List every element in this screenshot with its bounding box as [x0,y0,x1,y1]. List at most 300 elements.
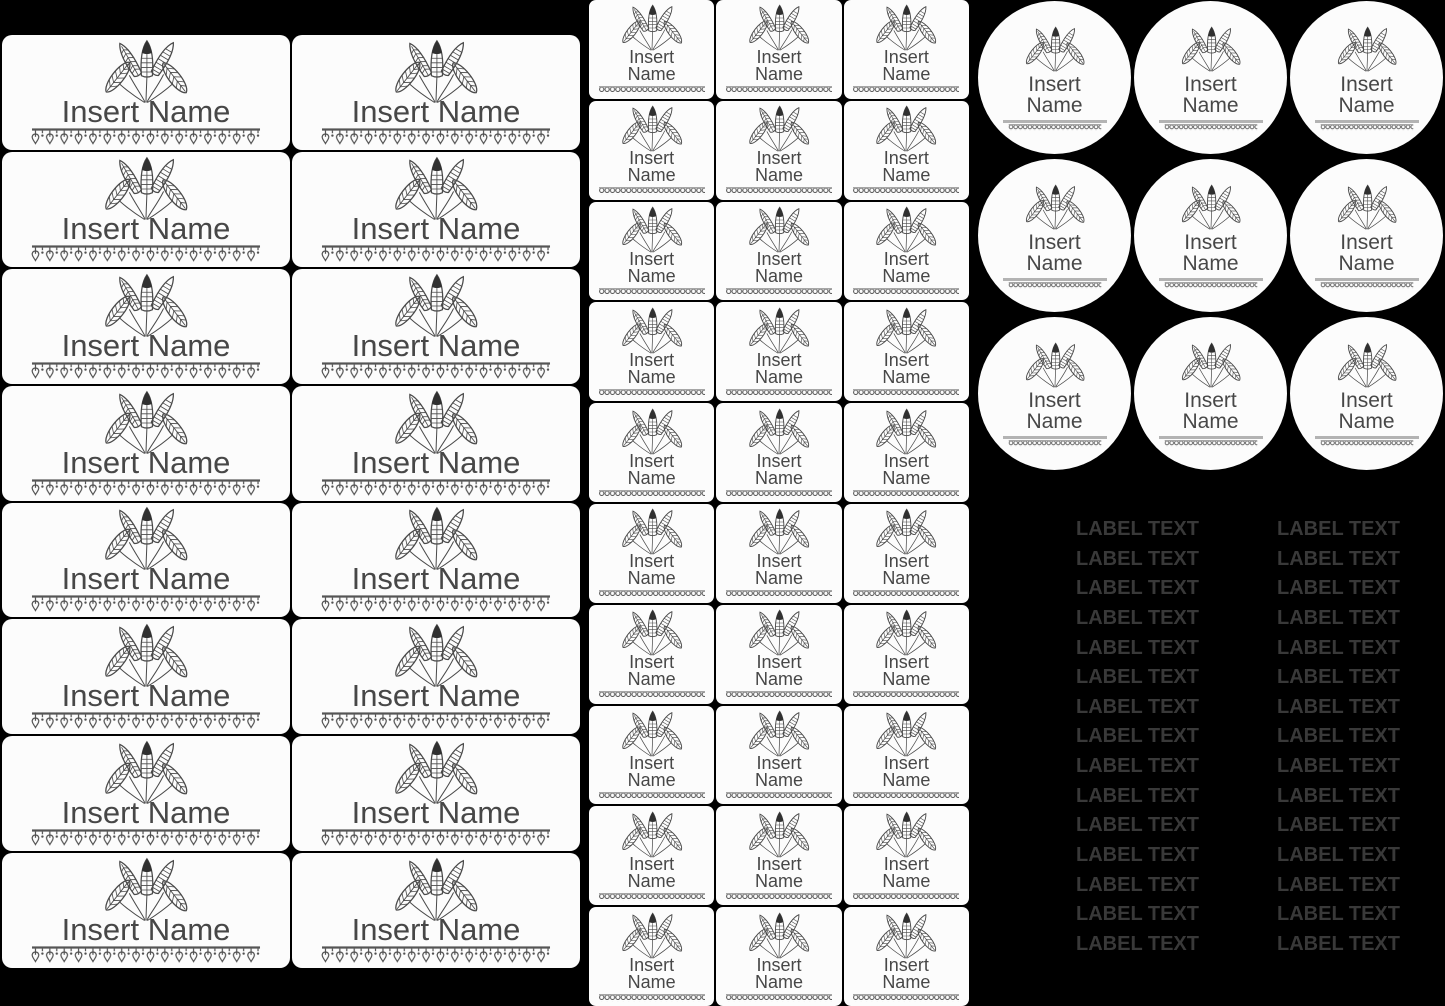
insert-name-line2: Name [627,769,676,790]
label-text-placeholder[interactable]: LABEL TEXT [1076,725,1199,748]
feathers-illustration [741,710,817,758]
feathers-illustration [868,307,944,355]
insert-name-line2: Name [1182,94,1239,117]
insert-name-line2: Name [1026,410,1083,433]
feathers-illustration [741,912,817,960]
label-text-placeholder[interactable]: LABEL TEXT [1277,932,1400,955]
feathers-illustration [614,609,690,657]
insert-name-placeholder[interactable] [1026,232,1082,274]
name-label-circle[interactable] [978,317,1131,470]
divider-rule [1003,278,1107,281]
insert-name-placeholder[interactable] [754,853,803,891]
chain-trim-border [726,288,832,296]
insert-name-line2: Name [754,467,803,488]
name-label-small[interactable] [589,504,714,603]
name-label-large[interactable] [292,503,580,618]
feathers-illustration [614,4,690,52]
chain-trim-border [1315,124,1419,131]
insert-name-line1: Insert [1184,389,1237,412]
name-label-small[interactable] [844,0,969,99]
name-label-small[interactable] [716,403,841,502]
name-label-small[interactable] [844,605,969,704]
hearts-trim-border [31,829,261,849]
insert-name-line1: Insert [883,148,929,169]
feathers-illustration [868,4,944,52]
insert-name-line2: Name [627,568,676,589]
insert-name-line1: Insert [1340,231,1393,254]
insert-name-placeholder[interactable] [1338,232,1394,274]
label-text-placeholder[interactable]: LABEL TEXT [1076,695,1199,718]
name-label-circle[interactable] [978,159,1131,312]
hearts-trim-border [31,362,261,382]
insert-name-line1: Insert [756,752,802,773]
insert-name-line1: Insert [1340,73,1393,96]
chain-trim-border [853,590,959,598]
feathers-illustration [868,710,944,758]
hearts-trim-border [31,128,261,148]
name-label-small[interactable] [716,907,841,1006]
insert-name-line1: Insert [1028,231,1081,254]
name-label-small[interactable] [716,101,841,200]
insert-name-line2: Name [627,467,676,488]
insert-name-line2: Name [627,366,676,387]
chain-trim-border [599,691,705,699]
divider-rule [1159,278,1263,281]
feathers-illustration [614,206,690,254]
chain-trim-border [1315,282,1419,289]
label-text-placeholder[interactable]: LABEL TEXT [1076,784,1199,807]
chain-trim-border [1315,440,1419,447]
insert-name-line2: Name [882,467,931,488]
name-label-circle[interactable] [978,1,1131,154]
label-text-placeholder[interactable]: LABEL TEXT [1277,666,1400,689]
name-label-large[interactable] [2,503,290,618]
insert-name-line2: Name [1338,410,1395,433]
name-label-large[interactable] [292,386,580,501]
name-label-small[interactable] [589,302,714,401]
insert-name-line1: Insert [883,853,929,874]
insert-name-placeholder[interactable] [882,349,931,387]
name-label-circle[interactable] [1290,1,1443,154]
insert-name-line2: Name [627,64,676,85]
insert-name-line1: Insert [756,47,802,68]
insert-name-placeholder[interactable] [882,853,931,891]
label-text-placeholder[interactable]: LABEL TEXT [1076,814,1199,837]
feathers-illustration [868,508,944,556]
insert-name-line2: Name [754,265,803,286]
name-label-small[interactable] [844,806,969,905]
name-label-small[interactable] [589,806,714,905]
insert-name-placeholder[interactable] [882,150,930,184]
insert-name-placeholder[interactable] [754,954,803,992]
insert-name-line1: Insert [756,954,802,975]
insert-name-placeholder[interactable] [627,450,676,488]
insert-name-line2: Name [882,669,931,690]
name-label-circle[interactable] [1134,159,1287,312]
insert-name-line2: Name [1338,94,1395,117]
hearts-trim-border [321,362,551,382]
chain-trim-border [599,187,705,195]
insert-name-placeholder[interactable] [882,248,931,286]
feathers-illustration [741,4,817,52]
insert-name-placeholder[interactable]: Insert Name [351,678,521,714]
name-label-small[interactable] [844,302,969,401]
insert-name-placeholder[interactable]: Insert Name [61,912,231,948]
insert-name-line1: Insert [629,47,675,68]
insert-name-line2: Name [627,971,676,992]
insert-name-line1: Insert [1028,389,1081,412]
insert-name-placeholder[interactable] [754,450,803,488]
insert-name-placeholder[interactable] [627,853,676,891]
insert-name-line1: Insert [883,47,929,68]
name-label-small[interactable] [844,706,969,805]
insert-name-placeholder[interactable]: Insert Name [61,444,231,480]
insert-name-line1: Insert [629,148,675,169]
insert-name-placeholder[interactable]: Insert Name [351,327,521,363]
insert-name-line2: Name [882,971,931,992]
name-label-small[interactable] [844,202,969,301]
insert-name-line2: Name [627,669,676,690]
insert-name-line2: Name [754,971,803,992]
chain-trim-border [853,893,959,901]
insert-name-line1: Insert [629,349,675,370]
chain-trim-border [853,288,959,296]
insert-name-placeholder[interactable]: Insert Name [61,795,231,831]
chain-trim-border [853,389,959,397]
label-text-placeholder[interactable]: LABEL TEXT [1076,577,1199,600]
chain-trim-border [599,792,705,800]
insert-name-line1: Insert [756,652,802,673]
insert-name-placeholder[interactable] [882,752,931,790]
label-text-placeholder[interactable]: LABEL TEXT [1076,636,1199,659]
chain-trim-border [599,86,705,94]
insert-name-placeholder[interactable] [627,349,676,387]
hearts-trim-border [31,946,261,966]
name-label-large[interactable] [2,736,290,851]
insert-name-line2: Name [754,165,803,186]
label-text-placeholder[interactable]: LABEL TEXT [1076,844,1199,867]
divider-rule [1315,120,1419,123]
feathers-illustration [1018,26,1092,73]
name-label-large[interactable] [292,619,580,734]
name-label-large[interactable] [2,386,290,501]
insert-name-line1: Insert [883,652,929,673]
label-text-placeholder[interactable]: LABEL TEXT [1076,755,1199,778]
insert-name-line2: Name [1182,252,1239,275]
insert-name-line1: Insert [756,248,802,269]
insert-name-placeholder[interactable] [882,654,930,688]
insert-name-placeholder[interactable] [1026,390,1082,432]
insert-name-line1: Insert [629,752,675,773]
insert-name-line1: Insert [629,248,675,269]
feathers-illustration [741,307,817,355]
name-label-small[interactable] [716,806,841,905]
hearts-trim-border [31,479,261,499]
name-label-large[interactable] [2,152,290,267]
label-text-placeholder[interactable]: LABEL TEXT [1076,873,1199,896]
hearts-trim-border [31,595,261,615]
insert-name-line1: Insert [1028,73,1081,96]
insert-name-line1: Insert [1184,73,1237,96]
chain-trim-border [726,187,832,195]
hearts-trim-border [321,128,551,148]
label-text-placeholder[interactable]: LABEL TEXT [1277,784,1400,807]
name-label-small[interactable] [589,202,714,301]
insert-name-placeholder[interactable] [1026,74,1082,116]
insert-name-placeholder[interactable] [627,752,676,790]
feathers-illustration [1330,184,1404,231]
insert-name-placeholder[interactable]: Insert Name [61,210,231,246]
insert-name-placeholder[interactable]: Insert Name [61,327,231,363]
chain-trim-border [599,288,705,296]
feathers-illustration [741,811,817,859]
insert-name-placeholder[interactable] [628,553,676,587]
insert-name-line1: Insert [629,954,675,975]
insert-name-line1: Insert [756,148,802,169]
insert-name-line2: Name [627,265,676,286]
insert-name-placeholder[interactable]: Insert Name [351,795,521,831]
feathers-illustration [741,206,817,254]
name-label-circle[interactable] [1290,317,1443,470]
feathers-illustration [1330,342,1404,389]
insert-name-placeholder[interactable]: Insert Name [351,93,521,129]
insert-name-placeholder[interactable] [1338,74,1394,116]
chain-trim-border [1159,124,1263,131]
hearts-trim-border [31,245,261,265]
circle-labels-sheet [978,1,1443,470]
name-label-small[interactable] [716,706,841,805]
chain-trim-border [599,893,705,901]
name-label-large[interactable] [2,853,290,968]
name-label-large[interactable] [2,269,290,384]
chain-trim-border [726,590,832,598]
chain-trim-border [599,389,705,397]
insert-name-line1: Insert [1184,231,1237,254]
feathers-illustration [1174,26,1248,73]
name-label-small[interactable] [844,504,969,603]
name-label-circle[interactable] [1134,1,1287,154]
label-text-placeholder[interactable]: LABEL TEXT [1277,636,1400,659]
insert-name-line2: Name [754,669,803,690]
label-text-placeholder[interactable]: LABEL TEXT [1277,873,1400,896]
insert-name-placeholder[interactable] [1182,232,1238,274]
insert-name-placeholder[interactable] [627,248,676,286]
insert-name-line2: Name [754,568,803,589]
insert-name-line2: Name [1338,252,1395,275]
name-label-small[interactable] [716,605,841,704]
name-label-small[interactable] [716,504,841,603]
feathers-illustration [614,710,690,758]
insert-name-line1: Insert [883,450,929,471]
feathers-illustration [868,105,944,153]
insert-name-line1: Insert [883,752,929,773]
label-text-placeholder[interactable]: LABEL TEXT [1076,547,1199,570]
name-label-circle[interactable] [1134,317,1287,470]
chain-trim-border [726,792,832,800]
insert-name-line2: Name [882,366,931,387]
feathers-illustration [614,811,690,859]
chain-trim-border [726,490,832,498]
name-label-large[interactable] [2,35,290,150]
insert-name-line2: Name [882,769,931,790]
label-text-placeholder[interactable]: LABEL TEXT [1277,844,1400,867]
name-label-small[interactable] [589,101,714,200]
insert-name-line2: Name [1026,94,1083,117]
chain-trim-border [1159,282,1263,289]
label-text-placeholder[interactable]: LABEL TEXT [1277,725,1400,748]
insert-name-placeholder[interactable] [755,553,803,587]
name-label-small[interactable] [716,302,841,401]
insert-name-placeholder[interactable] [755,150,803,184]
insert-name-placeholder[interactable] [627,954,676,992]
chain-trim-border [599,590,705,598]
label-text-placeholder[interactable]: LABEL TEXT [1277,814,1400,837]
insert-name-placeholder[interactable] [755,654,803,688]
insert-name-placeholder[interactable]: Insert Name [351,444,521,480]
hearts-trim-border [31,712,261,732]
insert-name-line1: Insert [756,551,802,572]
insert-name-line2: Name [754,366,803,387]
name-label-small[interactable] [589,907,714,1006]
hearts-trim-border [321,595,551,615]
chain-trim-border [1003,124,1107,131]
feathers-illustration [868,912,944,960]
chain-trim-border [853,994,959,1002]
label-text-placeholder[interactable]: LABEL TEXT [1277,547,1400,570]
chain-trim-border [726,691,832,699]
feathers-illustration [1330,26,1404,73]
feathers-illustration [614,307,690,355]
feathers-illustration [614,508,690,556]
label-text-placeholder[interactable]: LABEL TEXT [1277,695,1400,718]
insert-name-line1: Insert [756,853,802,874]
label-text-list [1076,518,1402,963]
label-text-column-2 [1277,518,1402,963]
name-label-large[interactable] [292,269,580,384]
chain-trim-border [1003,440,1107,447]
insert-name-placeholder[interactable] [1338,390,1394,432]
feathers-illustration [614,912,690,960]
name-label-small[interactable] [589,403,714,502]
insert-name-line2: Name [882,870,931,891]
insert-name-line2: Name [882,64,931,85]
name-label-large[interactable] [292,152,580,267]
label-text-placeholder[interactable]: LABEL TEXT [1076,666,1199,689]
insert-name-placeholder[interactable] [628,654,676,688]
name-label-large[interactable] [2,619,290,734]
insert-name-placeholder[interactable]: Insert Name [61,561,231,597]
chain-trim-border [853,792,959,800]
label-text-placeholder[interactable]: LABEL TEXT [1076,903,1199,926]
name-label-large[interactable] [292,853,580,968]
hearts-trim-border [321,712,551,732]
insert-name-line2: Name [882,265,931,286]
insert-name-line2: Name [1026,252,1083,275]
hearts-trim-border [321,479,551,499]
insert-name-line1: Insert [756,349,802,370]
label-text-placeholder[interactable]: LABEL TEXT [1277,518,1400,540]
chain-trim-border [853,490,959,498]
insert-name-placeholder[interactable]: Insert Name [61,93,231,129]
feathers-illustration [741,609,817,657]
insert-name-line1: Insert [629,551,675,572]
chain-trim-border [726,389,832,397]
label-text-placeholder[interactable]: LABEL TEXT [1076,518,1199,540]
insert-name-placeholder[interactable] [882,553,930,587]
label-text-placeholder[interactable]: LABEL TEXT [1076,606,1199,629]
name-label-small[interactable] [844,907,969,1006]
insert-name-placeholder[interactable] [628,49,676,83]
insert-name-placeholder[interactable]: Insert Name [351,210,521,246]
insert-name-placeholder[interactable] [1182,74,1238,116]
divider-rule [1315,436,1419,439]
insert-name-line2: Name [754,769,803,790]
feathers-illustration [741,105,817,153]
name-label-small[interactable] [844,403,969,502]
feathers-illustration [1018,342,1092,389]
insert-name-placeholder[interactable]: Insert Name [351,912,521,948]
name-label-small[interactable] [589,605,714,704]
name-label-large[interactable] [292,736,580,851]
insert-name-placeholder[interactable] [628,150,676,184]
feathers-illustration [868,609,944,657]
feathers-illustration [1018,184,1092,231]
insert-name-placeholder[interactable]: Insert Name [61,678,231,714]
name-label-circle[interactable] [1290,159,1443,312]
insert-name-line1: Insert [883,551,929,572]
insert-name-placeholder[interactable] [754,349,803,387]
hearts-trim-border [321,245,551,265]
feathers-illustration [868,811,944,859]
feathers-illustration [614,105,690,153]
chain-trim-border [853,187,959,195]
divider-rule [1159,436,1263,439]
chain-trim-border [726,893,832,901]
insert-name-placeholder[interactable]: Insert Name [351,561,521,597]
insert-name-placeholder[interactable] [882,49,930,83]
hearts-trim-border [321,829,551,849]
chain-trim-border [726,86,832,94]
label-text-column-1 [1076,518,1201,963]
name-label-small[interactable] [589,0,714,99]
label-text-placeholder[interactable]: LABEL TEXT [1277,903,1400,926]
insert-name-line1: Insert [1340,389,1393,412]
feathers-illustration [1174,342,1248,389]
insert-name-line1: Insert [756,450,802,471]
insert-name-placeholder[interactable] [755,49,803,83]
small-labels-sheet [589,0,969,1006]
insert-name-placeholder[interactable] [882,954,931,992]
insert-name-placeholder[interactable] [1182,390,1238,432]
insert-name-placeholder[interactable] [754,248,803,286]
label-text-placeholder[interactable]: LABEL TEXT [1277,606,1400,629]
name-label-small[interactable] [716,202,841,301]
feathers-illustration [741,508,817,556]
name-label-large[interactable] [292,35,580,150]
insert-name-line2: Name [754,870,803,891]
label-text-placeholder[interactable]: LABEL TEXT [1076,932,1199,955]
name-label-small[interactable] [716,0,841,99]
divider-rule [1003,120,1107,123]
name-label-small[interactable] [844,101,969,200]
name-label-small[interactable] [589,706,714,805]
insert-name-placeholder[interactable] [882,450,931,488]
insert-name-line2: Name [627,165,676,186]
insert-name-line2: Name [1182,410,1239,433]
insert-name-placeholder[interactable] [754,752,803,790]
label-text-placeholder[interactable]: LABEL TEXT [1277,577,1400,600]
label-text-placeholder[interactable]: LABEL TEXT [1277,755,1400,778]
